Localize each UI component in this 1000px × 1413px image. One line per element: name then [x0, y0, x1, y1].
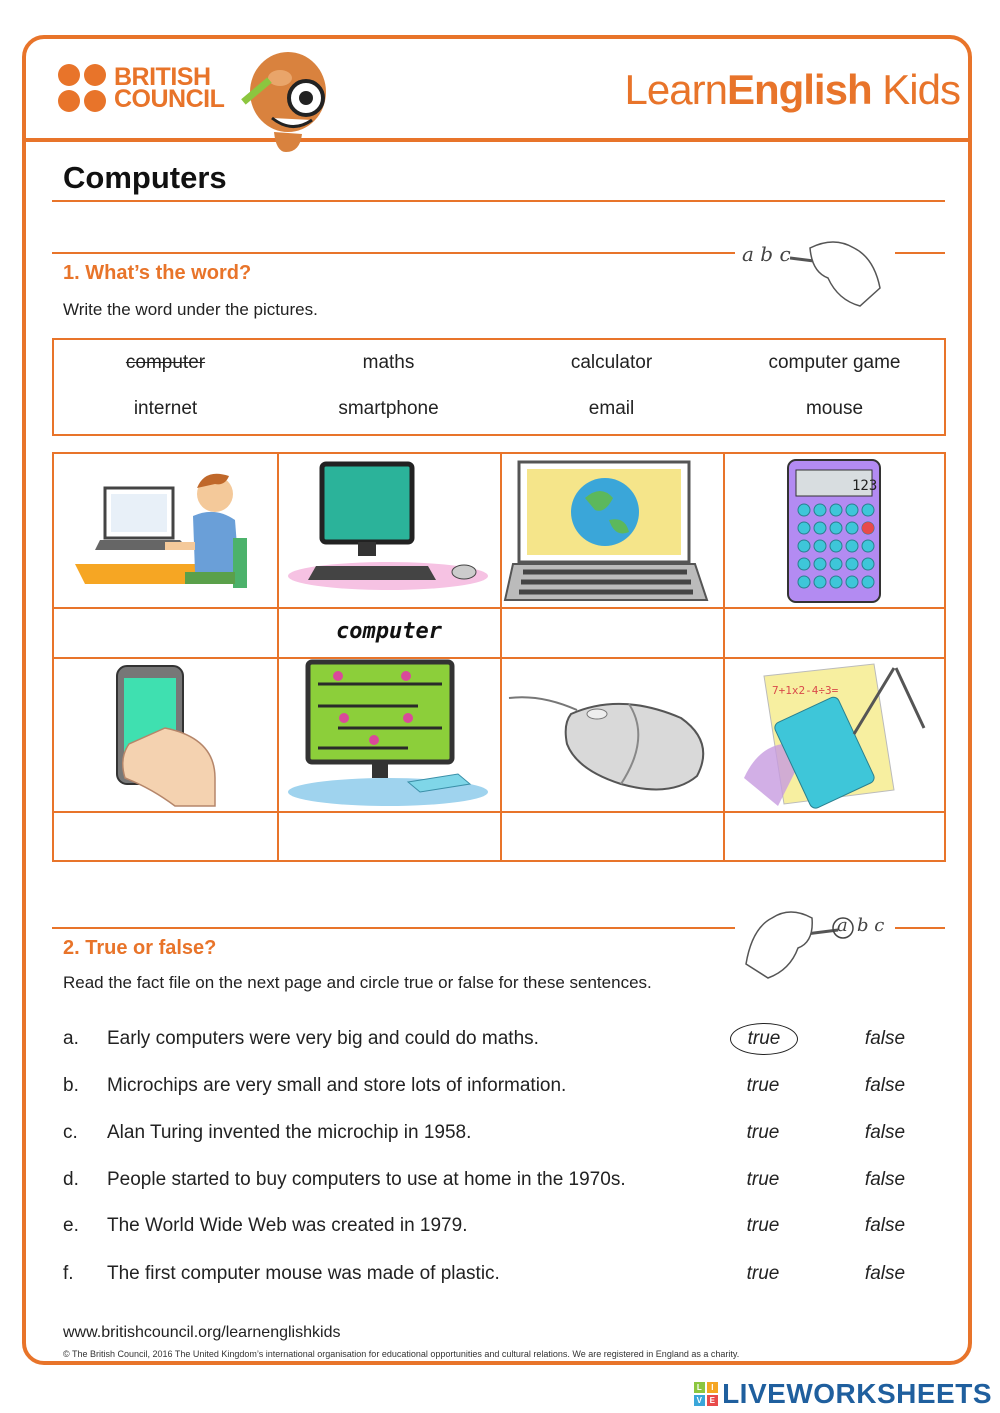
section1-instruction: Write the word under the pictures. — [63, 300, 318, 319]
hand-letter-circled: a — [837, 915, 848, 936]
word-computer: computer — [125, 352, 206, 373]
liveworksheets-watermark — [694, 1378, 992, 1410]
false-option[interactable]: false — [864, 1215, 906, 1236]
footer-url[interactable]: www.britishcouncil.org/learnenglishkids — [63, 1324, 341, 1341]
picture-grid — [52, 452, 946, 862]
true-option-circled[interactable]: true — [730, 1023, 798, 1055]
false-option[interactable]: false — [864, 1169, 906, 1190]
question-letter: d. — [63, 1169, 79, 1190]
hand-letters: a b c — [742, 242, 791, 266]
svg-text:7+1x2-4÷3=: 7+1x2-4÷3= — [772, 684, 839, 697]
section2-rule-left — [52, 927, 735, 929]
question-letter: a. — [63, 1028, 79, 1049]
liveworksheets-badge-icon — [694, 1382, 718, 1406]
section2-heading: 2. True or false? — [63, 937, 217, 959]
logo-learn: Learn — [624, 66, 727, 113]
computer-mouse-picture — [501, 658, 721, 810]
laptop-with-globe-picture — [501, 454, 721, 606]
word-internet: internet — [133, 398, 198, 419]
badge-letter-e: E — [707, 1395, 718, 1406]
question-letter: f. — [63, 1263, 74, 1284]
false-option[interactable]: false — [864, 1075, 906, 1096]
logo-english: English — [726, 66, 872, 113]
badge-letter-i: I — [707, 1382, 718, 1393]
word-maths: maths — [362, 352, 415, 373]
answer-2[interactable]: computer — [336, 619, 442, 644]
section2-rule-right — [895, 927, 945, 929]
header-divider — [24, 138, 970, 142]
british-council-line2: COUNCIL — [114, 85, 225, 113]
person-at-computer-picture — [55, 454, 275, 606]
badge-letter-l: L — [694, 1382, 705, 1393]
word-bank — [52, 338, 946, 436]
false-option[interactable]: false — [864, 1263, 906, 1284]
section1-rule-right — [895, 252, 945, 254]
section1-heading: 1. What’s the word? — [63, 262, 252, 284]
title-underline — [52, 200, 945, 202]
true-option[interactable]: true — [746, 1169, 780, 1190]
footer-copyright: © The British Council, 2016 The United Kingdom’s international organisation for educational opportunities and cultural relations. We are registered in England as a charity. — [63, 1349, 740, 1359]
word-mouse: mouse — [805, 398, 864, 419]
question-letter: e. — [63, 1215, 79, 1236]
question-letter: c. — [63, 1122, 78, 1143]
false-option[interactable]: false — [864, 1028, 906, 1049]
false-option[interactable]: false — [864, 1122, 906, 1143]
true-option[interactable]: true — [746, 1215, 780, 1236]
page-title: Computers — [63, 160, 227, 195]
section1-rule-left — [52, 252, 735, 254]
hand-letters-2: b c — [857, 915, 885, 936]
word-smartphone: smartphone — [338, 398, 439, 419]
british-council-line1: BRITISH — [114, 63, 211, 91]
calculator-picture — [724, 454, 944, 606]
word-computer-game: computer game — [768, 352, 901, 373]
word-email: email — [588, 398, 635, 419]
question-text: The World Wide Web was created in 1979. — [107, 1215, 468, 1236]
computer-game-picture — [278, 658, 498, 810]
maths-tools-picture — [724, 658, 944, 810]
question-text: Early computers were very big and could do maths. — [107, 1028, 539, 1049]
logo-kids: Kids — [871, 66, 960, 113]
badge-letter-v: V — [694, 1395, 705, 1406]
smartphone-picture — [55, 658, 275, 810]
true-option[interactable]: true — [746, 1075, 780, 1096]
desktop-computer-picture — [278, 454, 498, 606]
british-council-logo — [58, 64, 224, 112]
true-option[interactable]: true — [746, 1122, 780, 1143]
word-calculator: calculator — [570, 352, 653, 373]
question-text: The first computer mouse was made of plastic. — [107, 1263, 500, 1284]
question-text: Alan Turing invented the microchip in 1958. — [107, 1122, 472, 1143]
british-council-dots-icon — [58, 64, 106, 112]
mascot-icon — [236, 48, 332, 156]
question-letter: b. — [63, 1075, 79, 1096]
question-text: Microchips are very small and store lots of information. — [107, 1075, 567, 1096]
true-option[interactable]: true — [746, 1263, 780, 1284]
learnenglish-kids-logo — [625, 66, 960, 114]
svg-text:123: 123 — [852, 478, 878, 494]
question-text: People started to buy computers to use at home in the 1970s. — [107, 1169, 626, 1190]
section2-instruction: Read the fact file on the next page and circle true or false for these sentences. — [63, 973, 652, 992]
watermark-text: LIVEWORKSHEETS — [722, 1378, 992, 1409]
